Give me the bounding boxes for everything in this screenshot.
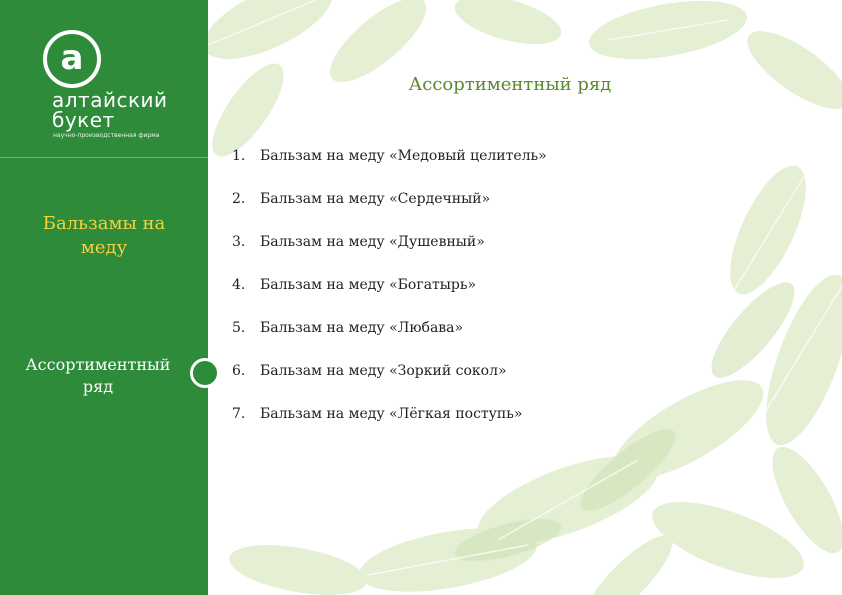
section-title-line2: меду (80, 237, 128, 258)
brand-name (52, 90, 168, 130)
brand-name-line1: алтайский (52, 88, 168, 112)
list-item-number: 6. (232, 363, 246, 379)
list-item-number: 2. (232, 191, 246, 207)
logo-letter: а (60, 38, 84, 78)
list-item-text: Бальзам на меду «Душевный» (260, 234, 485, 250)
list-item[interactable] (232, 232, 752, 275)
list-item[interactable] (232, 361, 752, 404)
brand-logo[interactable] (40, 28, 180, 148)
logo-circle-icon (43, 30, 101, 88)
list-item[interactable] (232, 404, 752, 447)
brand-tagline: научно-производственная фирма (53, 132, 160, 139)
list-item[interactable] (232, 275, 752, 318)
section-title-line1: Бальзамы на (42, 213, 166, 234)
product-list (232, 146, 752, 447)
list-item[interactable] (232, 189, 752, 232)
list-item-text: Бальзам на меду «Богатырь» (260, 277, 477, 293)
list-item-number: 7. (232, 406, 246, 422)
list-item-text: Бальзам на меду «Лёгкая поступь» (260, 406, 523, 422)
section-subtitle-line1: Ассортиментный (25, 355, 171, 374)
list-item-text: Бальзам на меду «Медовый целитель» (260, 148, 547, 164)
list-item[interactable] (232, 318, 752, 361)
list-item-number: 1. (232, 148, 246, 164)
sidebar (0, 0, 208, 595)
list-item-number: 4. (232, 277, 246, 293)
section-subtitle-line2: ряд (82, 377, 114, 396)
page-title: Ассортиментный ряд (408, 74, 612, 95)
list-item-number: 3. (232, 234, 246, 250)
sidebar-divider (0, 157, 208, 158)
section-marker-icon (190, 358, 220, 388)
list-item-text: Бальзам на меду «Зоркий сокол» (260, 363, 507, 379)
list-item-text: Бальзам на меду «Сердечный» (260, 191, 491, 207)
brand-name-line2: букет (52, 108, 115, 132)
section-subtitle[interactable] (12, 354, 184, 398)
list-item[interactable] (232, 146, 752, 189)
list-item-text: Бальзам на меду «Любава» (260, 320, 464, 336)
section-title (14, 212, 194, 260)
list-item-number: 5. (232, 320, 246, 336)
